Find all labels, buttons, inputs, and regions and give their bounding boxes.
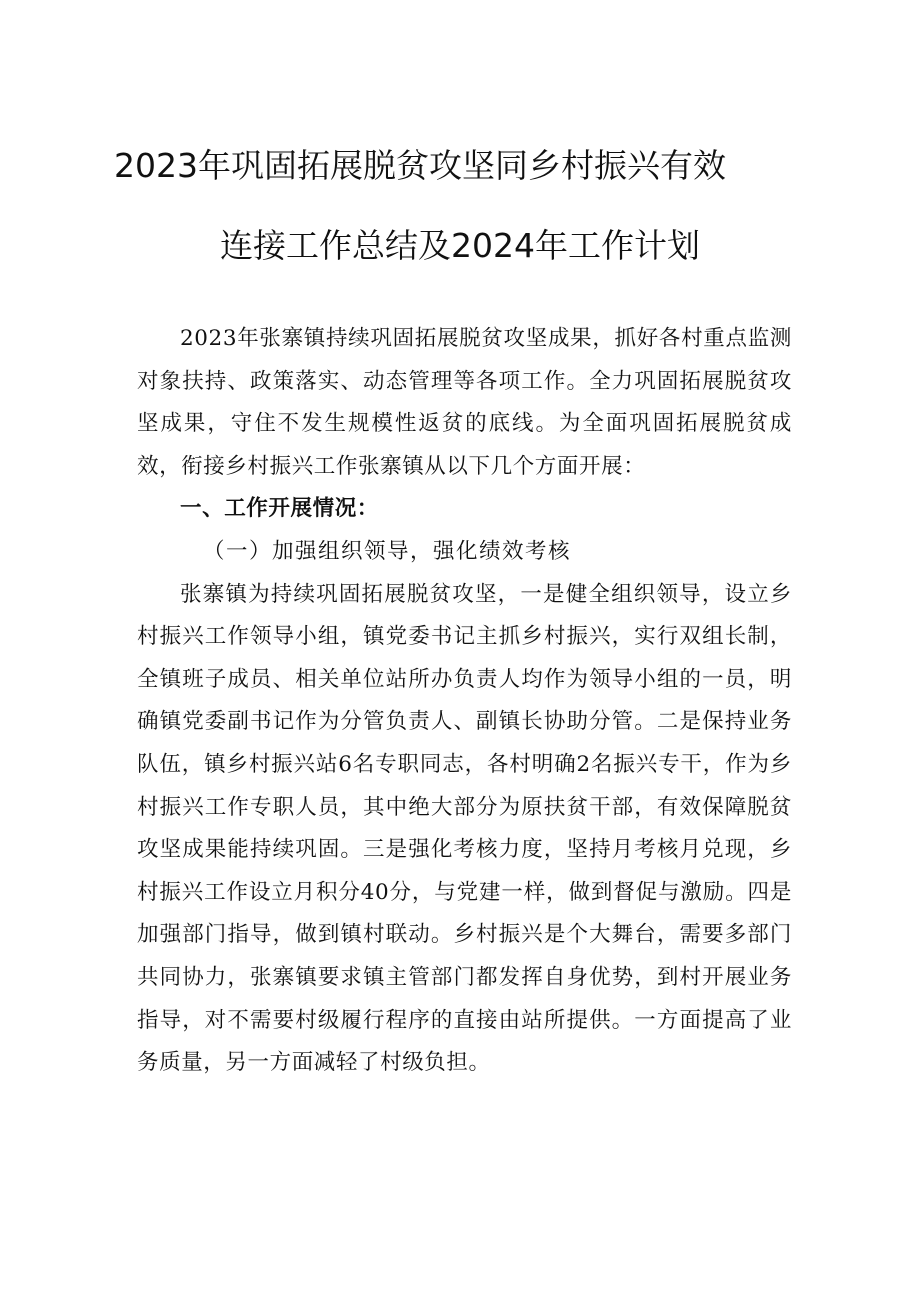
subsection-heading: （一）加强组织领导，强化绩效考核 — [203, 538, 572, 564]
document-title-line-2: 连接工作总结及2024年工作计划 — [220, 226, 700, 265]
document-title-line-1: 2023年巩固拓展脱贫攻坚同乡村振兴有效 — [114, 146, 726, 185]
section-heading: 一、工作开展情况： — [180, 496, 379, 522]
intro-paragraph: 2023年张寨镇持续巩固拓展脱贫攻坚成果，抓好各村重点监测对象扶持、政策落实、动态管理等各项工作。全力巩固拓展脱贫攻坚成果，守住不发生规模性返贫的底线。为全面巩固拓展脱贫成效，衔接乡村振兴工作张寨镇从以下几个方面开展： — [137, 326, 792, 479]
document-body — [137, 318, 792, 1085]
subsection-paragraph: 张寨镇为持续巩固拓展脱贫攻坚，一是健全组织领导，设立乡村振兴工作领导小组，镇党委书记主抓乡村振兴，实行双组长制，全镇班子成员、相关单位站所办负责人均作为领导小组的一员，明确镇党委副书记作为分管负责人、副镇长协助分管。二是保持业务队伍，镇乡村振兴站6名专职同志，各村明确2名振兴专干，作为乡村振兴工作专职人员，其中绝大部分为原扶贫干部，有效保障脱贫攻坚成果能持续巩固。三是强化考核力度，坚持月考核月兑现，乡村振兴工作设立月积分40分，与党建一样，做到督促与激励。四是加强部门指导，做到镇村联动。乡村振兴是个大舞台，需要多部门共同协力，张寨镇要求镇主管部门都发挥自身优势，到村开展业务指导，对不需要村级履行程序的直接由站所提供。一方面提高了业务质量，另一方面减轻了村级负担。 — [137, 581, 792, 1076]
